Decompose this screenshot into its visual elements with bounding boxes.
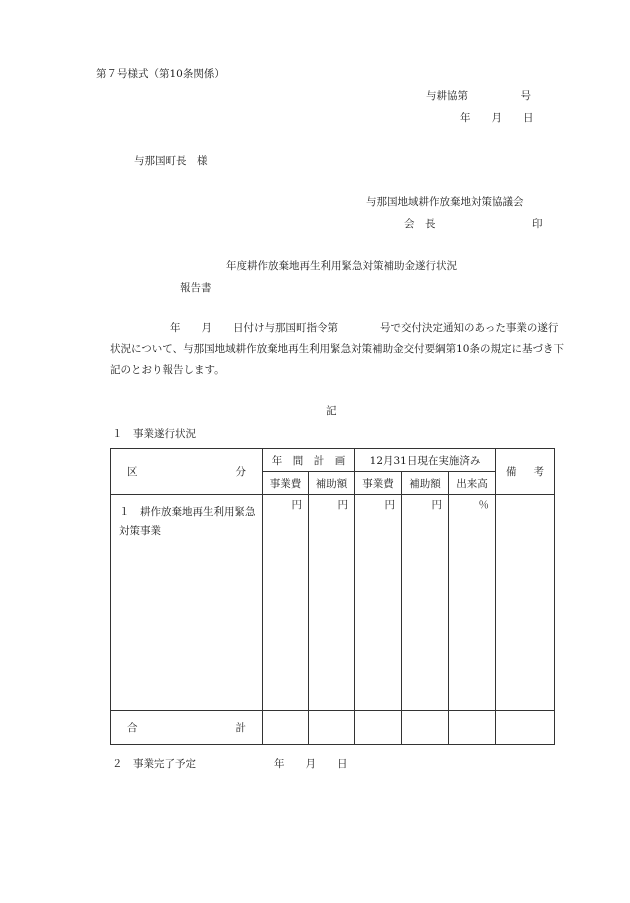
total-impl-dekidaka: [449, 711, 496, 745]
subheader-jigyohi-2: 事業費: [355, 472, 402, 495]
subheader-jigyohi: 事業費: [263, 472, 309, 495]
row-item-label: １ 耕作放棄地再生利用緊急対策事業: [111, 495, 263, 711]
form-number: 第７号様式（第10条関係）: [96, 68, 225, 80]
cell-plan-jigyohi: 円: [263, 495, 309, 711]
header-implemented: 12月31日現在実施済み: [355, 449, 496, 472]
total-label: 合 計: [111, 711, 263, 745]
seal-mark: 印: [532, 218, 543, 230]
sender-organization: 与那国地域耕作放棄地対策協議会: [366, 196, 524, 208]
cell-impl-jigyohi: 円: [355, 495, 402, 711]
completion-date: 年 月 日: [274, 758, 348, 770]
section-2-heading: ２ 事業完了予定: [112, 758, 196, 770]
subheader-hojogaku: 補助額: [309, 472, 355, 495]
header-biko: 備 考: [496, 449, 555, 495]
body-paragraph-first-line: 年 月 日付け与那国町指令第 号で交付決定通知のあった事業: [170, 322, 527, 334]
ki-heading: 記: [326, 405, 337, 417]
section-1-heading: １ 事業遂行状況: [112, 428, 196, 440]
cell-impl-dekidaka: ％: [449, 495, 496, 711]
subheader-dekidaka: 出来高: [449, 472, 496, 495]
progress-table: [110, 448, 555, 745]
header-annual-plan: 年 間 計 画: [263, 449, 355, 472]
body-paragraph-rest: の遂行状況について、与那国地域耕作放棄地再生利用緊急対策補助金交付要綱第10条の規定に基づき下記のとおり報告します。: [110, 322, 564, 376]
cell-plan-hojogaku: 円: [309, 495, 355, 711]
total-plan-hojogaku: [309, 711, 355, 745]
document-number: 与耕協第 号: [426, 90, 531, 102]
total-biko: [496, 711, 555, 745]
cell-biko: [496, 495, 555, 711]
sender-role: 会 長: [404, 218, 436, 230]
total-impl-jigyohi: [355, 711, 402, 745]
total-plan-jigyohi: [263, 711, 309, 745]
subheader-hojogaku-2: 補助額: [402, 472, 449, 495]
total-impl-hojogaku: [402, 711, 449, 745]
header-kubun: 区 分: [111, 449, 263, 495]
document-title: 年度耕作放棄地再生利用緊急対策補助金遂行状況: [226, 260, 457, 272]
cell-impl-hojogaku: 円: [402, 495, 449, 711]
document-title-suffix: 報告書: [180, 282, 212, 294]
document-date: 年 月 日: [460, 112, 534, 124]
body-paragraph: [110, 318, 565, 381]
addressee: 与那国町長 様: [134, 155, 208, 167]
